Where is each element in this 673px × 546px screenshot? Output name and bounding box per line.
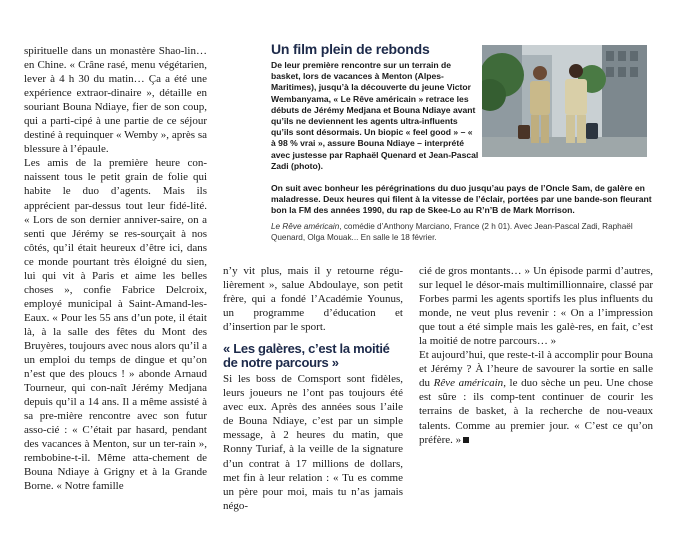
paragraph: Si les boss de Comsport sont fidèles, leurs joueurs ne l’ont pas toujours été avec eux. Après des années sous l’aile de Bouna Ndiaye, c’est par un simple message, à 2 heures du matin, que Ronny Turiaf, à la veille de la signature d’un contrat à 17 millions de dollars, met fin à leur relation : « Tu es comme un père pour moi, mais tu n’as jamais négo- bbox=[223, 373, 403, 512]
paragraph: cié de gros montants… » Un épisode parmi d’autres, sur lequel le désor-mais multimillionnaire, classé par Forbes parmi les agents sportifs les plus influents du monde, ne veut plus revenir : « On a l’impression que tout a été simple mais les galè-res, en fait, c’est la moitié de notre parcours… » bbox=[419, 265, 653, 348]
sidebar-lead: De leur première rencontre sur un terrain de basket, lors de vacances à Menton (Alpes-Maritimes), jusqu’à la découverte du jeune Victor Wembanyama, « Le Rêve américain » retrace les débuts de Jérémy Medjana et Bouna Ndiaye avant qu’ils ne deviennent les agents ultra-influents qu’ils sont désormais. Un biopic « feel good » – « à 98 % vrai », assure Bouna Ndiaye – interprété avec justesse par Raphaël Quenard et Jean-Pascal Zadi (photo). bbox=[271, 60, 479, 171]
sidebar-lead-continued: On suit avec bonheur les pérégrinations du duo jusqu’au pays de l’Oncle Sam, de galère en maladresse. Deux heures qui filent à la vitesse de l’éclair, portées par une bande-son fleurant bon la FM des années 1990, du rap de Skee-Lo au R’n’B de Mark Morrison. bbox=[271, 183, 652, 216]
end-of-article-mark bbox=[463, 437, 469, 443]
article-column-1 bbox=[24, 44, 207, 494]
closing-paragraph bbox=[419, 348, 653, 446]
text-run: , le duo sèche un peu. Une chose est sûre : ils comp-tent continuer de courir les terrains de basket, à la recherche de nou-veaux talents. Comme au premier jour. « C’est ce qu’on préfère. » bbox=[419, 377, 654, 446]
article-column-3 bbox=[419, 264, 653, 447]
article-column-2 bbox=[223, 264, 403, 513]
film-credit bbox=[271, 221, 654, 243]
sidebar-box bbox=[264, 41, 656, 250]
film-title: Le Rêve américain bbox=[271, 222, 340, 231]
film-still-photo bbox=[482, 45, 647, 157]
film-title-inline: Rêve américain bbox=[433, 377, 504, 390]
section-subhead: « Les galères, c’est la moitié de notre parcours » bbox=[223, 341, 390, 371]
paragraph: n’y vit plus, mais il y retourne régu-lièrement », salue Abdoulaye, son petit frère, qui a fondé l’Académie Younus, un programme d’éducation et d’insertion par le sport. bbox=[223, 265, 403, 334]
paragraph: spirituelle dans un monastère Shao-lin… en Chine. « Crâne rasé, menu végétarien, lever à 4 h 30 du matin… Ça a été une expérience extraor-dinaire », détaille en souriant Bouna Ndiaye, fier de son coup, qui a parti-cipé à une partie de ce séjour destiné à requinquer « Wemby », après sa blessure à l’épaule. bbox=[24, 45, 207, 156]
sidebar-title: Un film plein de rebonds bbox=[271, 41, 430, 57]
film-details: , comédie d’Anthony Marciano, France (2 h 01). Avec Jean-Pascal Zadi, Raphaël Quenard, Olga Mouak... En salle le 18 février. bbox=[271, 222, 633, 242]
text-run: Et aujourd’hui, que reste-t-il à accomplir pour Bouna et Jérémy ? À l’heure de savourer la sortie en salle du bbox=[419, 349, 653, 390]
paragraph: Les amis de la première heure con-naissent tous le petit grain de folie qui habite le duo d’agents. Mais ils apprécient par-dessus tout leur fidé-lité. « Lors de son dernier anniver-saire, on a senti que Jérémy se res-sourçait à nos côtés, qu’il était heureux d’être ici, dans ce monde pourtant très éloigné du sien, lui qui vit à Paris et aime les belles choses », confie Fabrice Delcroix, employé municipal à Saint-Amand-les-Eaux. « Pour les 55 ans d’un pote, il était là, à la salle des fêtes du Mont des Bruyères, toujours avec nous alors qu’il a un emploi du temps de dingue et qu’on n’est que des ploucs ! » abonde Arnaud Tourneur, qui con-naît Jérémy Medjana depuis qu’il a 14 ans. Il a même assisté à sa pre-mière rencontre avec son futur asso-cié : « C’était par hasard, pendant des vacances à Menton, sur un ter-rain », rembobine-t-il. Même atta-chement de Bouna Ndiaye à Grigny et à la Grande Borne. « Notre famille bbox=[24, 157, 207, 493]
